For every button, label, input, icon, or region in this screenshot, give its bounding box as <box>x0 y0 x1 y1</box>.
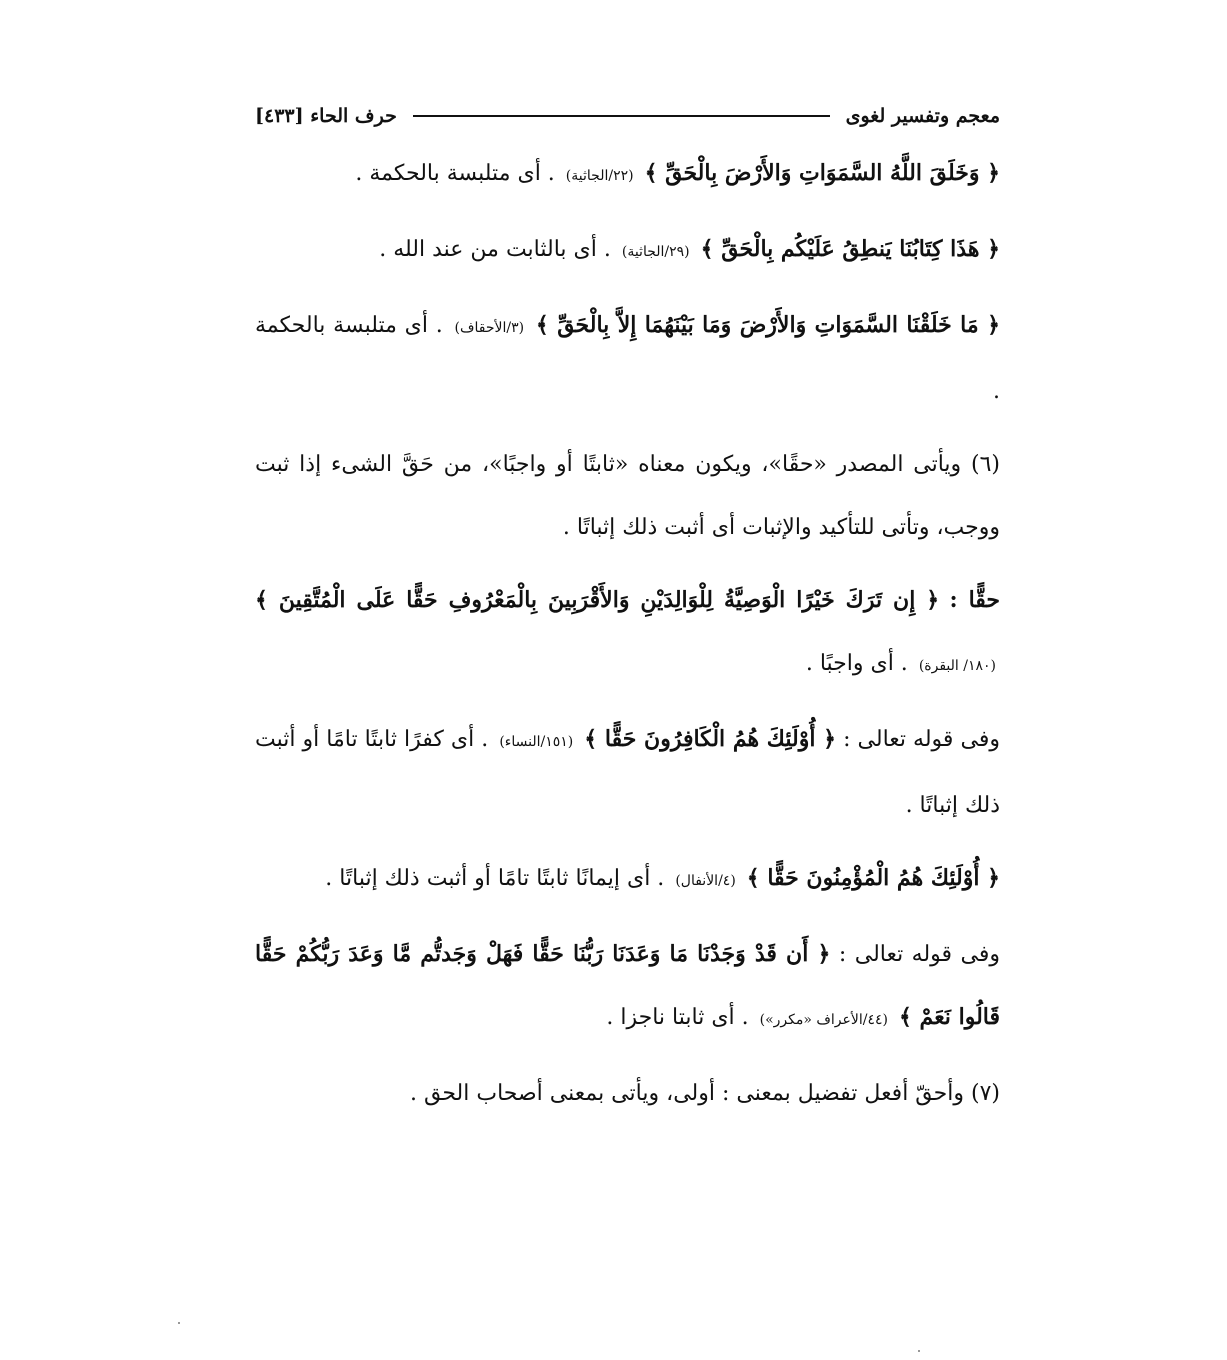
verse-reference: (١٨٠/ البقرة) <box>918 658 996 674</box>
paragraph <box>255 569 1000 698</box>
quran-verse: ﴿ وَخَلَقَ اللَّهُ السَّمَوَاتِ وَالأَرْضَ بِالْحَقِّ ﴾ <box>644 160 1000 186</box>
quran-verse: ﴿ أُوْلَئِكَ هُمُ الْكَافِرُونَ حَقًّا ﴾ <box>584 726 837 752</box>
verse-reference: (٤/الأنفال) <box>675 873 736 889</box>
verse-reference: (٣/الأحقاف) <box>454 320 525 336</box>
page <box>255 96 1000 1135</box>
paragraph <box>255 1062 1000 1125</box>
paragraph <box>255 294 1000 423</box>
quran-verse: ﴿ أُوْلَئِكَ هُمُ الْمُؤْمِنُونَ حَقًّا ﴾ <box>746 865 1000 891</box>
explanation: . أى متلبسة بالحكمة . <box>255 313 1000 404</box>
book-title: معجم وتفسير لغوى <box>845 105 1000 127</box>
running-header <box>255 96 1000 136</box>
page-body <box>255 142 1000 1125</box>
explanation: . أى كفرًا ثابتًا تامًا أو أثبت ذلك إثباتًا . <box>255 727 1000 818</box>
lead-word: وفى قوله تعالى : <box>843 727 1000 752</box>
explanation: . أى إيمانًا ثابتًا تامًا أو أثبت ذلك إثباتًا . <box>325 866 665 891</box>
scan-speck <box>178 1322 180 1324</box>
scan-speck <box>918 1350 920 1352</box>
verse-reference: (٢٩/الجاثية) <box>621 244 690 260</box>
section-label: حرف الحاء [٤٣٣] <box>255 105 397 127</box>
quran-verse: ﴿ هَذَا كِتَابُنَا يَنطِقُ عَلَيْكُم بِالْحَقِّ ﴾ <box>700 236 1000 262</box>
paragraph <box>255 218 1000 284</box>
lead-word: حقًّا : <box>949 587 1001 613</box>
verse-reference: (٢٢/الجاثية) <box>565 168 634 184</box>
explanation: . أى واجبًا . <box>805 651 908 676</box>
verse-reference: (١٥١/النساء) <box>499 734 574 750</box>
paragraph <box>255 433 1000 559</box>
paragraph <box>255 142 1000 208</box>
lead-word: وفى قوله تعالى : <box>838 942 1001 967</box>
verse-reference: (٤٤/الأعراف «مكرر») <box>759 1012 888 1028</box>
quran-verse: ﴿ إِن تَرَكَ خَيْرًا الْوَصِيَّةُ لِلْوَالِدَيْنِ وَالأَقْرَبِينَ بِالْمَعْرُوفِ حَقًّا عَلَى الْمُتَّقِينَ ﴾ <box>255 587 940 613</box>
header-rule <box>413 115 830 117</box>
plain-text: (٧) وأحقّ أفعل تفضيل بمعنى : أولى، ويأتى بمعنى أصحاب الحق . <box>410 1081 1000 1106</box>
paragraph <box>255 923 1000 1052</box>
paragraph <box>255 708 1000 837</box>
explanation: . أى متلبسة بالحكمة . <box>355 161 555 186</box>
explanation: . أى بالثابت من عند الله . <box>379 237 611 262</box>
quran-verse: ﴿ أَن قَدْ وَجَدْنَا مَا وَعَدَنَا رَبُّنَا حَقًّا فَهَلْ وَجَدتُّم مَّا وَعَدَ رَبُّكُمْ حَقًّا قَالُوا نَعَمْ ﴾ <box>255 941 1000 1030</box>
explanation: . أى ثابتا ناجزا . <box>606 1005 749 1030</box>
quran-verse: ﴿ مَا خَلَقْنَا السَّمَوَاتِ وَالأَرْضَ وَمَا بَيْنَهُمَا إِلاَّ بِالْحَقِّ ﴾ <box>535 312 1000 338</box>
plain-text: (٦) ويأتى المصدر «حقًا»، ويكون معناه «ثابتًا أو واجبًا»، من حَقَّ الشىء إذا ثبت ووجب، وتأتى للتأكيد والإثبات أى أثبت ذلك إثباتًا . <box>255 452 1000 540</box>
paragraph <box>255 847 1000 913</box>
